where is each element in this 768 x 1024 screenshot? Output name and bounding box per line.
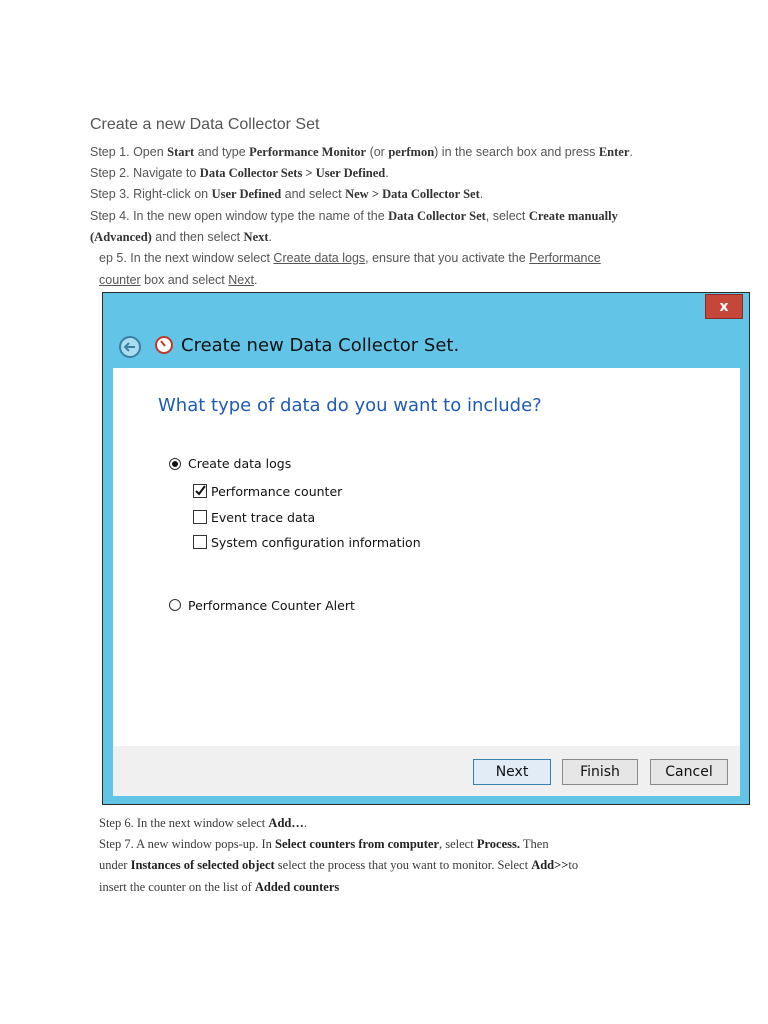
system-config-label[interactable]: System configuration information — [211, 535, 421, 550]
step-2: Step 2. Navigate to Data Collector Sets > User Defined. — [90, 166, 389, 180]
next-button[interactable]: Next — [473, 759, 551, 785]
dialog-footer — [113, 746, 740, 796]
step-7: Step 7. A new window pops-up. In Select counters from computer, select Process. Then — [99, 837, 549, 851]
step-7-cont: under Instances of selected object select the process that you want to monitor. Select Add>>to — [99, 858, 579, 872]
create-data-logs-link: Create data logs — [273, 251, 366, 265]
performance-counter-label[interactable]: Performance counter — [211, 484, 343, 499]
cancel-button[interactable]: Cancel — [650, 759, 728, 785]
event-trace-checkbox[interactable] — [193, 510, 207, 524]
step-4-cont: (Advanced) and then select Next. — [90, 230, 273, 244]
system-config-checkbox[interactable] — [193, 535, 207, 549]
step-3: Step 3. Right-click on User Defined and select New > Data Collector Set. — [90, 187, 484, 201]
performance-counter-alert-radio[interactable] — [169, 599, 181, 611]
performance-monitor-icon — [155, 336, 173, 354]
step-1: Step 1. Open Start and type Performance Monitor (or perfmon) in the search box and press Enter. — [90, 145, 633, 159]
dialog-question: What type of data do you want to include? — [158, 395, 542, 416]
step-5: ep 5. In the next window select Create data logs, ensure that you activate the Performance — [99, 251, 601, 265]
performance-counter-alert-label[interactable]: Performance Counter Alert — [188, 598, 355, 613]
step-6: Step 6. In the next window select Add…. — [99, 816, 307, 830]
performance-counter-checkbox[interactable] — [193, 484, 207, 498]
close-button[interactable]: x — [705, 294, 743, 319]
dialog-content — [113, 368, 740, 746]
create-data-logs-radio[interactable] — [169, 458, 181, 470]
dialog-title: Create new Data Collector Set. — [181, 335, 460, 356]
create-data-logs-label[interactable]: Create data logs — [188, 456, 292, 471]
create-data-collector-dialog — [102, 292, 750, 805]
step-4: Step 4. In the new open window type the name of the Data Collector Set, select Create manually — [90, 209, 618, 223]
page-heading: Create a new Data Collector Set — [90, 116, 320, 133]
step-5-cont: counter box and select Next. — [99, 273, 258, 287]
radio-selected-dot — [172, 461, 178, 467]
event-trace-label[interactable]: Event trace data — [211, 510, 316, 525]
back-arrow-icon[interactable] — [119, 336, 141, 358]
step-7-cont-2: insert the counter on the list of Added counters — [99, 880, 340, 894]
checkmark-icon — [194, 485, 206, 497]
finish-button[interactable]: Finish — [562, 759, 638, 785]
